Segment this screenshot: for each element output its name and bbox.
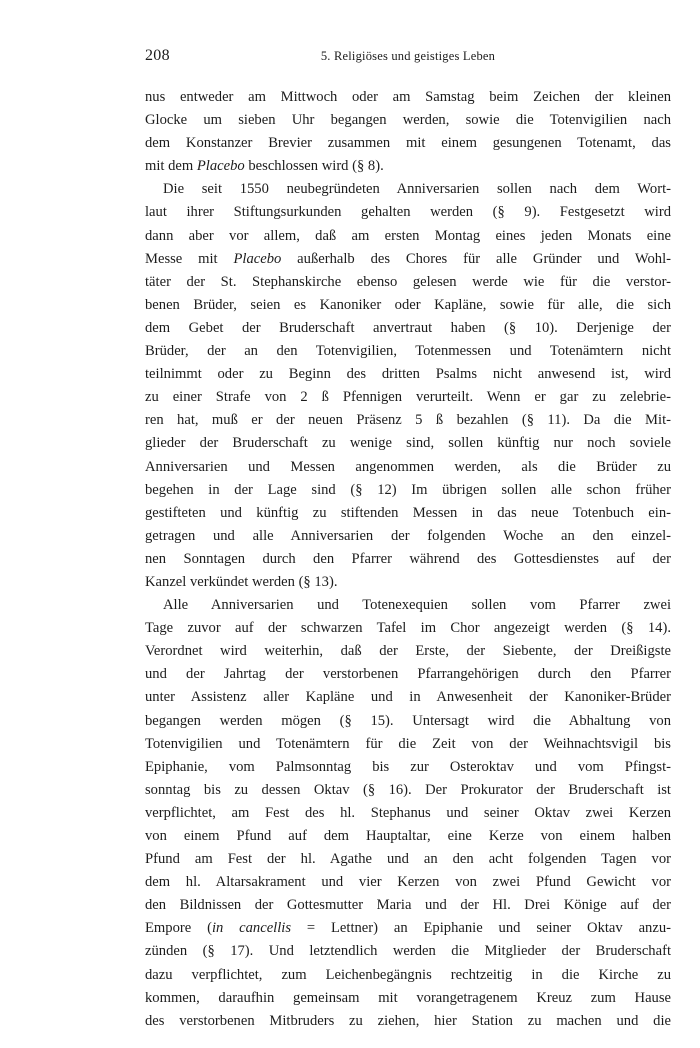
text-run: außerhalb des Chores für alle Gründer und Wohl- xyxy=(281,250,671,267)
text-line xyxy=(145,733,671,756)
text-line xyxy=(145,86,671,109)
text-line xyxy=(145,917,671,940)
text-run: Empore ( xyxy=(145,920,212,937)
text-line xyxy=(145,178,671,201)
text-run: nus entweder am Mittwoch oder am Samstag beim Zeichen der kleinen xyxy=(145,89,671,105)
text-line xyxy=(145,132,671,155)
text-run: und der Jahrtag der verstorbenen Pfarrangehörigen durch den Pfarrer xyxy=(145,666,671,683)
text-run: kommen, daraufhin gemeinsam mit vorangetragenem Kreuz zum Hause xyxy=(145,989,671,1006)
text-run: mit dem xyxy=(145,158,197,175)
text-line xyxy=(145,363,671,386)
text-line xyxy=(145,201,671,224)
text-run: von einem Pfund auf dem Hauptaltar, eine Kerze von einem halben xyxy=(145,828,671,844)
text-line xyxy=(145,432,671,455)
text-line xyxy=(145,386,671,409)
text-run: dem Konstanzer Brevier zusammen mit einem gesungenen Totenamt, das xyxy=(145,135,671,152)
text-run: Brüder, der an den Totenvigilien, Totenmessen und Totenämtern nicht xyxy=(145,343,671,360)
text-line xyxy=(145,340,671,363)
text-line xyxy=(145,525,671,548)
italic-term: Placebo xyxy=(196,158,245,175)
text-line xyxy=(145,456,671,479)
italic-term: in cancellis xyxy=(211,920,292,937)
text-run: zünden (§ 17). Und letztendlich werden die Mitglieder der Bruderschaft xyxy=(145,943,671,960)
text-line xyxy=(145,409,671,432)
text-line xyxy=(145,155,671,178)
text-run: teilnimmt oder zu Beginn des dritten Psalms nicht anwesend ist, wird xyxy=(145,366,671,383)
text-run: Pfund am Fest der hl. Agathe und an den acht folgenden Tagen vor xyxy=(145,851,671,868)
text-run: laut ihrer Stiftungsurkunden gehalten werden (§ 9). Festgesetzt wird xyxy=(145,204,671,221)
text-run: Kanzel verkündet werden (§ 13). xyxy=(145,573,338,590)
text-run: benen Brüder, seien es Kanoniker oder Kapläne, sowie für alle, die sich xyxy=(145,296,671,313)
text-run: täter der St. Stephanskirche ebenso gelesen werde wie für die verstor- xyxy=(145,273,671,290)
text-run: dazu verpflichtet, zum Leichenbegängnis rechtzeitig in die Kirche zu xyxy=(145,966,671,983)
text-run: Messe mit xyxy=(145,250,234,267)
text-run: Tage zuvor auf der schwarzen Tafel im Chor angezeigt werden (§ 14). xyxy=(145,620,671,637)
text-line xyxy=(145,940,671,963)
text-line xyxy=(145,548,671,571)
text-run: Alle Anniversarien und Totenexequien sollen vom Pfarrer zwei xyxy=(163,597,671,614)
text-run: verpflichtet, am Fest des hl. Stephanus und seiner Oktav zwei Kerzen xyxy=(145,804,671,821)
text-run: dann aber vor allem, daß am ersten Montag eines jeden Monats eine xyxy=(145,227,671,244)
text-line xyxy=(145,1010,671,1033)
text-run: nen Sonntagen durch den Pfarrer während des Gottesdienstes auf der xyxy=(145,550,671,567)
text-line xyxy=(145,640,671,663)
text-run: beschlossen wird (§ 8). xyxy=(244,158,384,175)
text-line xyxy=(145,109,671,132)
text-run: getragen und alle Anniversarien der folgenden Woche an den einzel- xyxy=(145,527,671,544)
page-number: 208 xyxy=(145,47,170,64)
text-run: ren hat, muß er der neuen Präsenz 5 ß bezahlen (§ 11). Da die Mit- xyxy=(145,412,671,429)
text-run: des verstorbenen Mitbruders zu ziehen, hier Station zu machen und die xyxy=(145,1012,671,1029)
text-line xyxy=(145,479,671,502)
text-run: = Lettner) an Epiphanie und seiner Oktav anzu- xyxy=(291,920,671,937)
text-run: begangen werden mögen (§ 15). Untersagt wird die Abhaltung von xyxy=(145,712,671,729)
text-run: Die seit 1550 neubegründeten Anniversarien sollen nach dem Wort- xyxy=(163,181,671,198)
text-line xyxy=(145,779,671,802)
italic-term: Placebo xyxy=(233,250,282,267)
text-line xyxy=(145,894,671,917)
text-line xyxy=(145,317,671,340)
text-run: dem Gebet der Bruderschaft anvertraut haben (§ 10). Derjenige der xyxy=(145,319,671,336)
text-run: Anniversarien und Messen angenommen werden, als die Brüder zu xyxy=(145,458,671,475)
text-run: glieder der Bruderschaft zu wenige sind, sollen künftig nur noch soviele xyxy=(145,435,671,452)
text-line xyxy=(145,686,671,709)
text-line xyxy=(145,663,671,686)
text-line xyxy=(145,617,671,640)
text-run: gestifteten und künftig zu stiftenden Messen in das neue Totenbuch ein- xyxy=(145,504,671,521)
text-line xyxy=(145,248,671,271)
text-line xyxy=(145,987,671,1010)
running-head: 5. Religiöses und geistiges Leben xyxy=(320,49,496,63)
text-line xyxy=(145,594,671,617)
text-run: Epiphanie, vom Palmsonntag bis zur Osteroktav und vom Pfingst- xyxy=(145,758,671,775)
text-run: Verordnet wird weiterhin, daß der Erste, der Siebente, der Dreißigste xyxy=(145,643,671,660)
text-run: zu einer Strafe von 2 ß Pfennigen verurteilt. Wenn er gar zu zelebrie- xyxy=(145,389,671,406)
text-run: unter Assistenz aller Kapläne und in Anwesenheit der Kanoniker-Brüder xyxy=(145,689,671,706)
text-line xyxy=(145,871,671,894)
text-line xyxy=(145,756,671,779)
text-run: sonntag bis zu dessen Oktav (§ 16). Der Prokurator der Bruderschaft ist xyxy=(145,781,671,798)
text-line xyxy=(145,710,671,733)
text-run: dem hl. Altarsakrament und vier Kerzen von zwei Pfund Gewicht vor xyxy=(145,874,671,891)
text-run: Glocke um sieben Uhr begangen werden, sowie die Totenvigilien nach xyxy=(145,112,671,129)
text-run: begehen in der Lage sind (§ 12) Im übrigen sollen alle schon früher xyxy=(145,481,671,498)
text-line xyxy=(145,848,671,871)
text-run: Totenvigilien und Totenämtern für die Zeit von der Weihnachtsvigil bis xyxy=(145,735,671,752)
text-line xyxy=(145,964,671,987)
text-line xyxy=(145,294,671,317)
text-line xyxy=(145,271,671,294)
text-line xyxy=(145,225,671,248)
page-header xyxy=(145,47,671,71)
text-line xyxy=(145,571,671,594)
text-line xyxy=(145,802,671,825)
text-line xyxy=(145,825,671,848)
text-run: den Bildnissen der Gottesmutter Maria und der Hl. Drei Könige auf der xyxy=(145,897,671,914)
text-line xyxy=(145,502,671,525)
body-text xyxy=(145,86,671,1033)
